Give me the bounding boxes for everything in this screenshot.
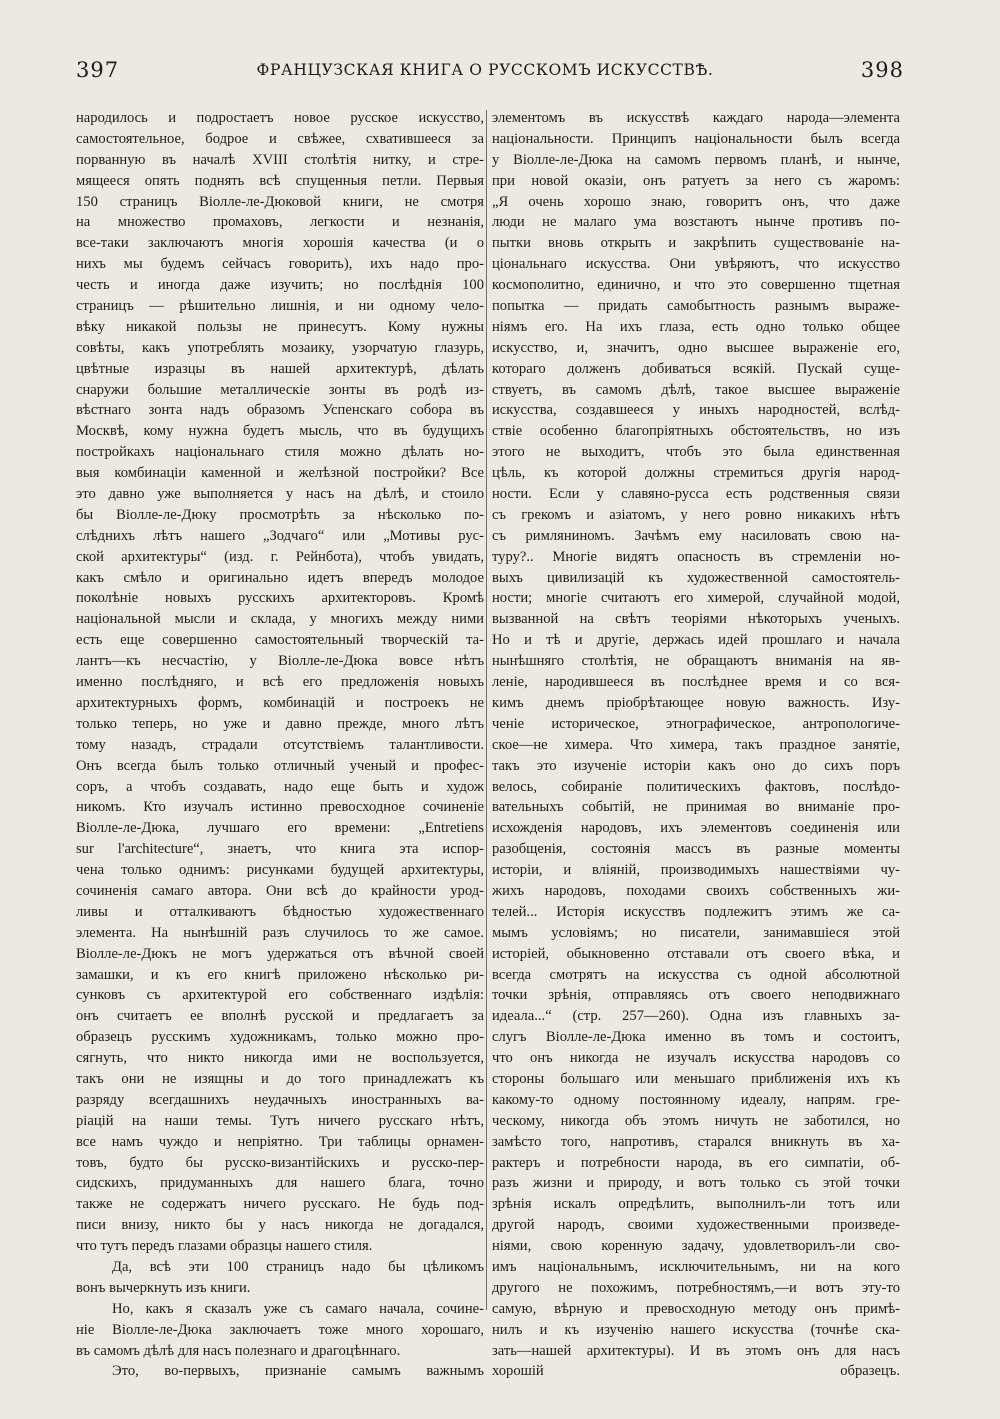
text-line: ности. Если у славяно-русса есть родственныя связи — [492, 486, 900, 503]
text-line: зрѣнія искалъ опредѣлить, выполнилъ-ли тотъ или — [492, 1196, 900, 1213]
page-number-right: 398 — [860, 58, 904, 82]
text-line: исторіи, и вліяній, производимыхъ нашествіями чу- — [492, 862, 900, 879]
text-line: нихъ мы будемъ сейчасъ говорить), ихъ надо про- — [76, 256, 484, 273]
text-line: Это, во-первыхъ, признаніе самымъ важнымъ — [112, 1363, 484, 1380]
text-line: исторіей, обыкновенно отставали отъ своего вѣка, и — [492, 945, 900, 962]
text-line: при новой оказіи, онъ ратуетъ за него съ жаромъ: — [492, 172, 900, 189]
left-column — [76, 108, 484, 1382]
text-line: нынѣшняго столѣтія, не обращаютъ вниманія на яв- — [492, 653, 900, 670]
text-line: ствуетъ, въ самомъ дѣлѣ, такое высшее выраженіе — [492, 381, 900, 398]
text-line: совѣты, какъ употреблять мозаику, узорчатую глазурь, — [76, 339, 484, 356]
text-line: такъ они не изящны и до того принадлежатъ къ — [76, 1070, 484, 1087]
text-line: стороны большаго или меньшаго приближенія ихъ къ — [492, 1070, 900, 1087]
text-line: сягнуть, что никто никогда ими не воспользуется, — [76, 1050, 484, 1067]
text-line: телей... Исторія искусствъ подлежитъ этимъ же са- — [492, 903, 900, 920]
text-line: такъ это изученіе исторіи какъ оно до сихъ поръ — [492, 757, 900, 774]
text-line: что онъ никогда не изучалъ искусства народовъ со — [492, 1050, 900, 1067]
text-line: имъ національнымъ, исключительнымъ, ни на кого — [492, 1258, 900, 1275]
text-line: слугъ Віолле-ле-Дюка именно въ томъ и состоитъ, — [492, 1029, 900, 1046]
text-line: вонъ вычеркнуть изъ книги. — [76, 1279, 251, 1296]
text-line: нилъ и къ изученію нашего искусства (точнѣе ска- — [492, 1321, 900, 1338]
text-line: это давно уже выполняется у насъ на дѣлѣ, и стоило — [76, 486, 484, 503]
text-line: соръ, а чтобъ создавать, надо еще быть и худож — [76, 778, 484, 795]
text-line: какъ смѣло и оригинально идетъ впередъ молодое — [76, 569, 484, 586]
running-header — [70, 58, 904, 86]
text-line: страницъ — рѣшительно лишнія, и ни одному чело- — [76, 298, 484, 315]
text-line: Да, всѣ эти 100 страницъ надо бы цѣликомъ — [112, 1258, 484, 1275]
text-line: ности; многіе считаютъ его химерой, случайной модой, — [492, 590, 900, 607]
text-line: точки зрѣнія, отправляясь отъ своего неподвижнаго — [492, 987, 900, 1004]
text-line: чена только однимъ: рисунками будущей архитектуры, — [76, 862, 484, 879]
text-line: сидскихъ, придуманныхъ для нашего блага, точно — [76, 1175, 484, 1192]
text-line: ческому, никогда объ этомъ ничуть не заботился, но — [492, 1112, 900, 1129]
text-line: ское—не химера. Что химера, такъ праздное занятіе, — [492, 736, 900, 753]
text-line: образецъ русскимъ художникамъ, только можно про- — [76, 1029, 484, 1046]
text-line: вѣстнаго зонта надъ образомъ Успенскаго собора въ — [76, 402, 484, 419]
text-line: исхожденія народовъ, ихъ элементовъ соединенія или — [492, 820, 900, 837]
text-line: ріацій на наши темы. Тутъ ничего русскаго нѣтъ, — [76, 1112, 484, 1129]
text-line: вательныхъ событій, не принимая во вниманіе про- — [492, 799, 900, 816]
text-line: котораго долженъ добиваться всякій. Пускай суще- — [492, 360, 900, 377]
text-line: Віолле-ле-Дюка, лучшаго его времени: „Entretiens — [76, 820, 484, 837]
text-line: ствіе особенно благопріятныхъ обстоятельствъ, но изъ — [492, 423, 900, 440]
text-line: Онъ всегда былъ только отличный ученый и профес- — [76, 757, 484, 774]
text-line: постройкахъ національнаго стиля можно дѣлать но- — [76, 444, 484, 461]
text-line: „Я очень хорошо знаю, говоритъ онъ, что даже — [492, 193, 900, 210]
text-line: порванную въ началѣ XVIII столѣтія нитку, и стре- — [76, 151, 484, 168]
text-line: есть еще совершенно самостоятельный творческій та- — [76, 632, 484, 649]
text-line: тому назадъ, страдали отсутствіемъ талантливости. — [76, 736, 484, 753]
text-line: другого не похожимъ, потребностямъ,—и вотъ эту-то — [492, 1279, 900, 1296]
text-line: замѣсто того, напротивъ, старался вникнуть въ ха- — [492, 1133, 900, 1150]
text-line: ченіе историческое, этнографическое, антропологиче- — [492, 715, 900, 732]
text-line: у Віолле-ле-Дюка на самомъ первомъ планѣ, и нынче, — [492, 151, 900, 168]
text-line: вызванной на свѣтъ теоріями нѣкоторыхъ ученыхъ. — [492, 611, 900, 628]
text-line: вѣку никакой пользы не принесутъ. Кому нужны — [76, 318, 484, 335]
text-line: Віолле-ле-Дюкъ не могъ удержаться отъ вѣчной своей — [76, 945, 484, 962]
text-line: выя комбинаціи каменной и желѣзной постройки? Все — [76, 465, 484, 482]
text-line: искусства, создавшееся у иныхъ народностей, вслѣд- — [492, 402, 900, 419]
page-number-left: 397 — [76, 58, 120, 82]
text-line: космополитно, единично, и что это совершенно тщетная — [492, 277, 900, 294]
text-line: на множество промаховъ, легкости и незнанія, — [76, 214, 484, 231]
column-divider — [486, 110, 487, 1310]
text-line: Но и тѣ и другіе, держась идей прошлаго и начала — [492, 632, 900, 649]
text-line: разобщенія, состоянія массъ въ разные моменты — [492, 841, 900, 858]
text-line: какому-то одному постоянному идеалу, напрям. гре- — [492, 1091, 900, 1108]
text-line: съ римляниномъ. Зачѣмъ ему насиловать свою на- — [492, 527, 900, 544]
text-line: самостоятельное, бодрое и свѣжее, схватившееся за — [76, 130, 484, 147]
text-line: разряду всегдашнихъ неудачныхъ иностранныхъ ва- — [76, 1091, 484, 1108]
text-line: искусство, и, значитъ, одно высшее выраженіе его, — [492, 339, 900, 356]
text-line: велось, собираніе политическихъ фактовъ, послѣдо- — [492, 778, 900, 795]
text-line: элементомъ въ искусствѣ каждаго народа—элемента — [492, 110, 900, 126]
text-line: леніе, народившееся въ послѣднее время и со вся- — [492, 674, 900, 691]
text-line: именно послѣдняго, и всѣ его предложенія новыхъ — [76, 674, 484, 691]
text-line: мымъ условіямъ; но писатели, занимавшіеся этой — [492, 924, 900, 941]
text-line: ціональнаго искусства. Они увѣряютъ, что искусство — [492, 256, 900, 273]
text-line: разъ жизни и природу, и вотъ только съ этой точки — [492, 1175, 900, 1192]
text-line: пытки вновь открыть и закрѣпить существованіе на- — [492, 235, 900, 252]
text-line: мящееся опять поднять всѣ спущенныя петли. Первыя — [76, 172, 484, 189]
text-line: товъ, будто бы русско-византійскихъ и русско-пер- — [76, 1154, 484, 1171]
text-line: самую, вѣрную и превосходную методу онъ примѣ- — [492, 1300, 900, 1317]
text-line: снаружи большие металлическіе зонты въ родѣ из- — [76, 381, 484, 398]
text-line: національной мысли и склада, у многихъ между ними — [76, 611, 484, 628]
text-line: выхъ цивилизацій къ художественной самостоятель- — [492, 569, 900, 586]
running-title: ФРАНЦУЗСКАЯ КНИГА О РУССКОМЪ ИСКУССТВѢ. — [256, 61, 714, 79]
text-line: честь и иногда даже изучить; но послѣднія 100 — [76, 277, 484, 294]
text-line: люди не малаго ума возстаютъ нынче противъ по- — [492, 214, 900, 231]
text-line: все намъ чуждо и непріятно. Три таблицы орнамен- — [76, 1133, 484, 1150]
text-line: рактеръ и потребности народа, въ его симпатіи, об- — [492, 1154, 900, 1171]
text-line: Москвѣ, кому нужна будетъ мысль, что въ будущихъ — [76, 423, 484, 440]
text-line: народилось и подростаетъ новое русское искусство, — [76, 110, 484, 126]
text-line: писи внизу, никто бы у насъ никогда не догадался, — [76, 1217, 484, 1234]
text-line: зать—нашей архитектуры). И въ этомъ онъ для насъ — [492, 1342, 900, 1359]
text-line: онъ считаетъ ее вполнѣ русской и предлагаетъ за — [76, 1008, 484, 1025]
text-line: ливы и отталкиваютъ бѣдностью художественнаго — [76, 903, 484, 920]
text-line: этого не выходитъ, чтобъ это была единственная — [492, 444, 900, 461]
right-column — [492, 108, 900, 1382]
text-line: также не содержатъ ничего русскаго. Не будь под- — [76, 1196, 484, 1213]
text-line: сочиненія самаго автора. Они всѣ до крайности урод- — [76, 882, 484, 899]
text-line: никомъ. Кто изучалъ истинно превосходное сочиненіе — [76, 799, 484, 816]
text-line: жихъ народовъ, походами своихъ собственныхъ жи- — [492, 882, 900, 899]
text-line: замашки, и къ его книгѣ приложено нѣсколько ри- — [76, 966, 484, 983]
text-line: ніями, свою коренную задачу, удовлетворилъ-ли сво- — [492, 1238, 900, 1255]
text-line: поколѣніе новыхъ русскихъ архитекторовъ. Кромѣ — [76, 590, 484, 607]
text-line: что тутъ передъ глазами образцы нашего стиля. — [76, 1238, 373, 1255]
text-line: въ самомъ дѣлѣ для насъ полезнаго и драгоцѣннаго. — [76, 1342, 401, 1359]
text-line: элемента. На нынѣшній разъ случилось то же самое. — [76, 924, 484, 941]
text-line: другой народъ, своими художественными произведе- — [492, 1217, 900, 1234]
text-line: туру?.. Многіе видятъ опасность въ стремленіи но- — [492, 548, 900, 565]
text-line: 150 страницъ Віолле-ле-Дюковой книги, не смотря — [76, 193, 484, 210]
text-line: Но, какъ я сказалъ уже съ самаго начала, сочине- — [112, 1300, 484, 1317]
text-line: ніе Віолле-ле-Дюка заключаетъ тоже много хорошаго, — [76, 1321, 484, 1338]
text-line: попытка — придать самобытность разнымъ выраже- — [492, 298, 900, 315]
text-line: слѣднихъ лѣтъ нашего „Зодчаго“ или „Мотивы рус- — [76, 527, 484, 544]
text-line: цвѣтные изразцы въ нашей архитектурѣ, дѣлать — [76, 360, 484, 377]
text-line: ніямъ его. На ихъ глаза, есть одно только общее — [492, 318, 900, 335]
text-line: всегда смотрятъ на искусства съ одной абсолютной — [492, 966, 900, 983]
text-line: съ грекомъ и азіатомъ, у него ровно никакихъ нѣтъ — [492, 506, 900, 523]
text-line: бы Віолле-ле-Дюку просмотрѣть за нѣсколько по- — [76, 506, 484, 523]
text-line: національности. Принципъ національности былъ всегда — [492, 130, 900, 147]
text-line: сунковъ съ архитектурой его собственнаго издѣлія: — [76, 987, 484, 1004]
text-line: архитектурныхъ формъ, комбинацій и построекъ не — [76, 694, 484, 711]
text-line: только теперь, но уже и давно прежде, много лѣтъ — [76, 715, 484, 732]
text-line: sur l'architecture“, знаетъ, что книга эта испор- — [76, 841, 484, 858]
text-line: цѣль, къ которой должны стремиться другія народ- — [492, 465, 900, 482]
text-line: кимъ днемъ пріобрѣтающее новую важность. Изу- — [492, 694, 900, 711]
text-line: все-таки заключаютъ многія хорошія качества (и о — [76, 235, 484, 252]
text-line: лантъ—къ несчастію, у Віолле-ле-Дюка вовсе нѣтъ — [76, 653, 484, 670]
text-line: хорошій образецъ. — [492, 1363, 900, 1380]
text-line: идеала...“ (стр. 257—260). Одна изъ главныхъ за- — [492, 1008, 900, 1025]
text-line: ской архитектуры“ (изд. г. Рейнбота), чтобъ увидать, — [76, 548, 484, 565]
